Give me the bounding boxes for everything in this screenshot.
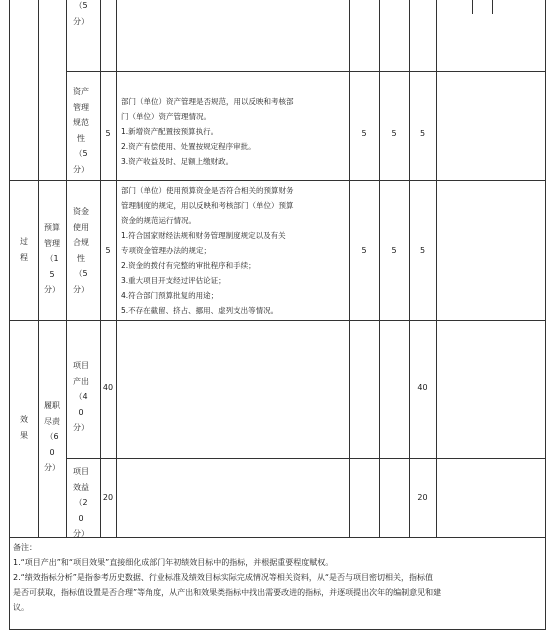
grid-line <box>66 458 546 459</box>
grid-line <box>38 0 39 537</box>
grid-line <box>9 180 546 181</box>
score-cell: 5 <box>361 129 367 138</box>
category-label: 履职 尽责 （60 分） <box>44 401 60 472</box>
score-cell: 5 <box>361 246 367 255</box>
indicator-description: 部门（单位）资产管理是否规范，用以反映和考核部 门（单位）资产管理情况。 1.新增资产配置按预算执行。 2.资产有偿使用、处置按规定程序审批。 3.资产收益及时、足额上缴财政。 <box>121 97 294 166</box>
sub-indicator-label: 资金 使用 合规 性 （5 分） <box>73 207 89 294</box>
score-cell: 5 <box>419 129 426 138</box>
indicator-description: 部门（单位）使用预算资金是否符合相关的预算财务 管理制度的规定，用以反映和考核部门（单位）预算 资金的规范运行情况。 1.符合国家财经法规和财务管理制度规定以及有关 专项资金管理办法的规定； 2.资金的拨付有完整的审批程序和手续； 3.重大项目开支经过评估论证； 4.符合部门预算批复的用途； 5.不存在截留、挤占、挪用、虚列支出等情况。 <box>121 186 294 315</box>
sub-indicator-label: 资产 管理 规范 性 （5 分） <box>73 87 89 174</box>
grid-line <box>9 537 10 630</box>
score-cell: 5 <box>419 246 426 255</box>
score-cell: 5 <box>105 129 111 138</box>
score-cell: 20 <box>102 493 114 502</box>
grid-line <box>100 0 101 537</box>
grid-line <box>9 537 546 538</box>
grid-line <box>436 0 437 537</box>
group-label: 效 果 <box>20 415 28 440</box>
score-cell: 20 <box>417 493 428 502</box>
score-cell: 40 <box>417 383 428 392</box>
grid-line <box>116 0 117 537</box>
score-cell: 5 <box>105 246 111 255</box>
sub-indicator-label: （5 分） <box>73 1 89 26</box>
grid-line <box>9 0 10 537</box>
category-label: 预算 管理 （15 分） <box>44 223 60 294</box>
grid-line <box>66 71 546 72</box>
grid-line <box>492 0 493 14</box>
grid-line <box>545 0 546 630</box>
grid-line <box>472 0 473 14</box>
grid-line <box>66 0 67 537</box>
sub-indicator-label: 项目 产出 （40 分） <box>73 361 89 432</box>
score-cell: 5 <box>391 246 397 255</box>
notes-line: 是否可获取，指标值设置是否合理”等角度，从产出和效果类指标中找出需要改进的指标，并逐项提出次年的编制意见和建 <box>13 588 442 597</box>
notes-line: 议。 <box>13 603 29 612</box>
sub-indicator-label: 项目 效益 （20 分） <box>73 467 89 538</box>
notes-line: 1.“项目产出”和“项目效果”直接细化成部门年初绩效目标中的指标，并根据重要程度赋权。 <box>13 558 334 567</box>
group-label: 过 程 <box>20 237 28 262</box>
notes-title: 备注： <box>13 543 37 552</box>
grid-line <box>379 0 380 537</box>
grid-line <box>349 0 350 537</box>
notes-line: 2.“绩效指标分析”是指参考历史数据、行业标准及绩效目标实际完成情况等相关资料，从“是否与项目密切相关，指标值 <box>13 573 434 582</box>
grid-line <box>409 0 410 537</box>
grid-line <box>9 320 546 321</box>
score-cell: 5 <box>391 129 397 138</box>
score-cell: 40 <box>102 383 114 392</box>
